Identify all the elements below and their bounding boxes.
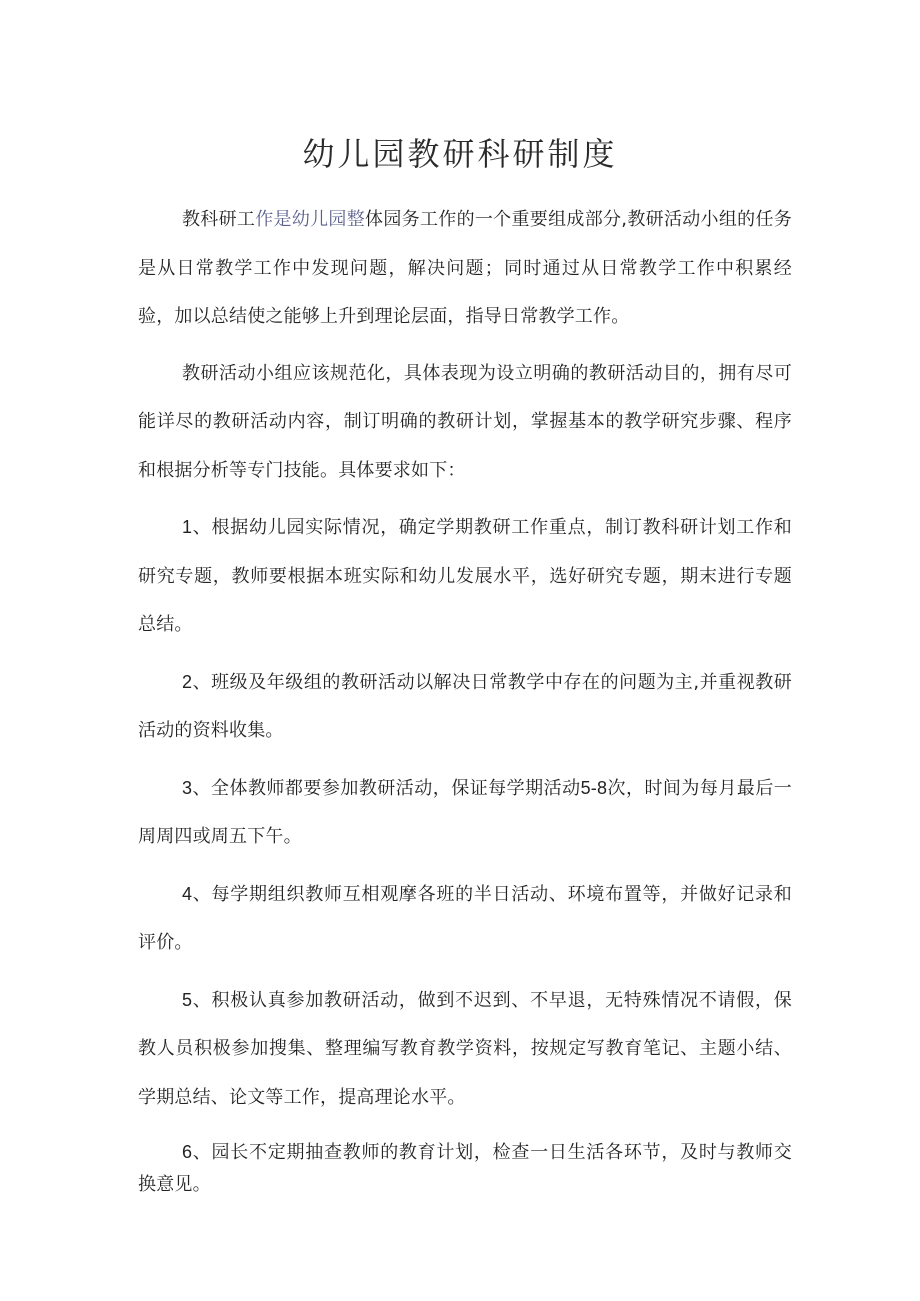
paragraph-2: 教研活动小组应该规范化，具体表现为设立明确的教研活动目的，拥有尽可能详尽的教研活动内容，制订明确的教研计划，掌握基本的教学研究步骤、程序和根据分析等专门技能。具体要求如下： [138, 362, 792, 481]
intro-lead: 教科研工 [182, 209, 256, 230]
item-text-after: 次，时间为每月最后一周周四或周五下午。 [138, 777, 792, 847]
list-item-4 [138, 870, 792, 968]
intro-paragraph [138, 196, 792, 342]
item-number: 3 [182, 777, 193, 798]
intro-highlight: 作是幼儿园整 [255, 209, 366, 230]
item-number: 2 [182, 671, 193, 692]
intro-rest: 体园务工作的一个重要组成部分,教研活动小组的任务是从日常教学工作中发现问题，解决问题；同时通过从日常教学工作中积累经验，加以总结使之能够上升到理论层面，指导日常教学工作。 [138, 209, 792, 327]
list-item-2 [138, 658, 792, 756]
item-text: 、班级及年级组的教研活动以解决日常教学中存在的问题为主,并重视教研活动的资料收集。 [138, 671, 792, 741]
item-number: 5 [182, 989, 193, 1010]
item-number: 4 [182, 883, 193, 904]
list-item-1 [138, 503, 792, 650]
item-text: 、每学期组织教师互相观摩各班的半日活动、环境布置等，并做好记录和评价。 [138, 883, 792, 953]
item-number: 6 [182, 1142, 193, 1162]
list-item-3 [138, 764, 792, 862]
item-text: 、根据幼儿园实际情况，确定学期教研工作重点，制订教科研计划工作和研究专题，教师要根据本班实际和幼儿发展水平，选好研究专题，期末进行专题总结。 [138, 517, 792, 635]
item-text: 、园长不定期抽查教师的教育计划，检查一日生活各环节，及时与教师交换意见。 [138, 1142, 792, 1195]
item-number: 1 [182, 517, 193, 537]
document-body [138, 196, 792, 1201]
list-item-6 [138, 1136, 792, 1201]
document-title: 幼儿园教研科研制度 [302, 135, 618, 173]
item-text: 、积极认真参加教研活动，做到不迟到、不早退，无特殊情况不请假，保教人员积极参加搜集、整理编写教育教学资料，按规定写教育笔记、主题小结、学期总结、论文等工作，提高理论水平。 [138, 989, 792, 1108]
item-text-before: 、全体教师都要参加教研活动，保证每学期活动 [192, 777, 581, 799]
item-range: 5-8 [580, 777, 608, 798]
list-item-5 [138, 976, 792, 1123]
